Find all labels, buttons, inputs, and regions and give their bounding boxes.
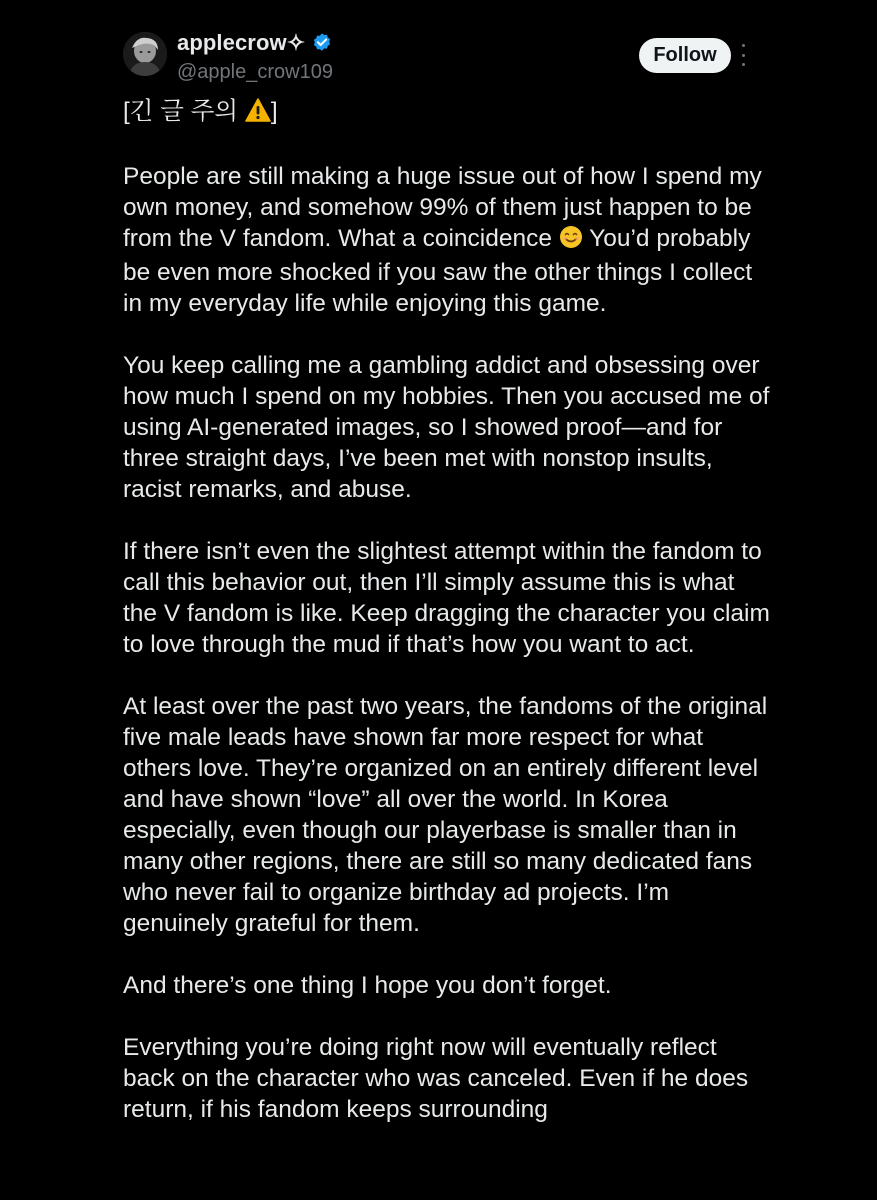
avatar[interactable] [123,32,167,76]
post-paragraph-2: You keep calling me a gambling addict and obsessing over how much I spend on my hobbies. Then you accused me of using AI-generated images, so I showed proof—and for three straight days, I’ve been met with nonstop insults, racist remarks, and abuse. [123,352,777,503]
post-body [123,96,777,1156]
user-handle[interactable]: @apple_crow109 [177,61,333,83]
display-name[interactable]: applecrow✧ [177,30,306,55]
post-title-line [123,96,773,130]
post-title-text: [긴 글 주의 [123,98,245,125]
post-paragraph-1 [123,161,773,319]
warning-icon [245,98,271,130]
post-paragraph-1-start: People are still making a huge issue out of how I spend my own money, and somehow 99% of them just happen to be from the V fandom. What a coincidence [123,163,769,252]
verified-badge-icon [311,32,333,54]
post-paragraph-3: If there isn’t even the slightest attempt within the fandom to call this behavior out, then I’ll simply assume this is what the V fandom is like. Keep dragging the character you claim to love through the mud if that’s how you want to act. [123,538,777,658]
smiling-face-icon [559,225,583,257]
name-row [177,30,333,56]
post-paragraph-1-end: You’d probably be even more shocked if you saw the other things I collect in my everyday life while enjoying this game. [123,225,759,317]
follow-button[interactable]: Follow [639,38,731,73]
post-paragraph-5: And there’s one thing I hope you don’t forget. [123,972,612,999]
post-paragraph-6: Everything you’re doing right now will eventually reflect back on the character who was canceled. Even if he does return, if his fandom keeps surrounding [123,1034,755,1123]
post-paragraph-4: At least over the past two years, the fandoms of the original five male leads have shown far more respect for what others love. They’re organized on an entirely different level and have shown “love” all over the world. In Korea especially, even though our playerbase is smaller than in many other regions, there are still so many dedicated fans who never fail to organize birthday ad projects. I’m genuinely grateful for them. [123,693,774,937]
more-vertical-icon[interactable] [740,44,746,66]
post-title-end: ] [270,98,278,125]
